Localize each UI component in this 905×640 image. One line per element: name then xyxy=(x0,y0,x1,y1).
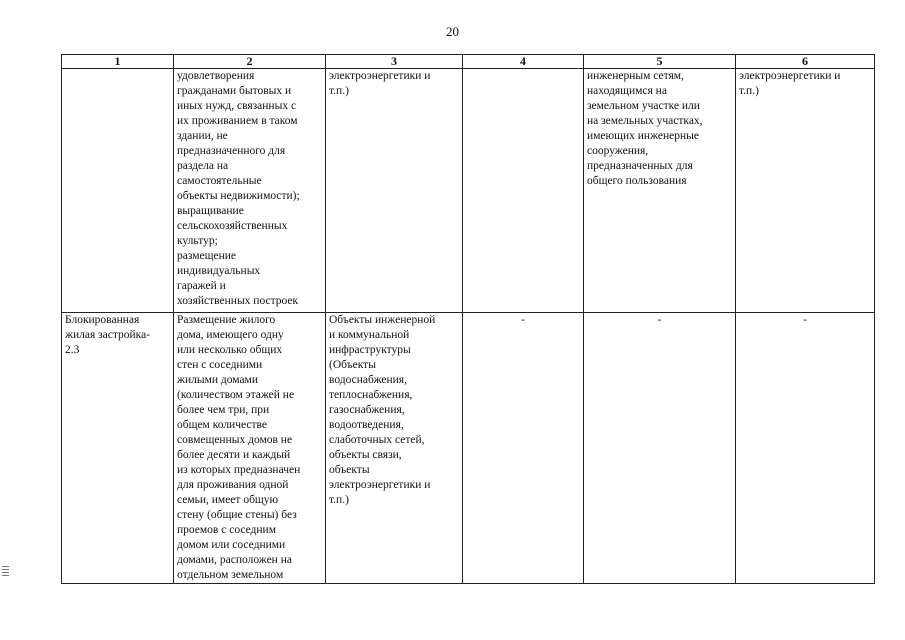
margin-scan-mark xyxy=(2,566,9,578)
table-cell xyxy=(174,69,326,313)
zoning-table xyxy=(61,54,875,584)
header-cell-6: 6 xyxy=(736,55,875,69)
table-cell xyxy=(174,313,326,584)
header-cell-4: 4 xyxy=(463,55,584,69)
table-cell xyxy=(463,69,584,313)
cell-text: - xyxy=(803,314,807,326)
page-number: 20 xyxy=(446,24,459,39)
header-cell-1: 1 xyxy=(62,55,174,69)
table-cell xyxy=(326,313,463,584)
table-cell xyxy=(584,69,736,313)
cell-text: электроэнергетики и т.п.) xyxy=(739,70,841,97)
table-cell xyxy=(736,69,875,313)
table-cell xyxy=(584,313,736,584)
table-row xyxy=(62,69,875,313)
header-cell-2: 2 xyxy=(174,55,326,69)
table-cell xyxy=(463,313,584,584)
cell-text: Объекты инженерной и коммунальной инфраструктуры (Объекты водоснабжения, теплоснабжения, газоснабжения, водоотведения, слаботочных сетей, объекты связи, объекты электроэнергетики и т.п.) xyxy=(329,314,436,506)
header-cell-3: 3 xyxy=(326,55,463,69)
table-cell xyxy=(62,69,174,313)
header-cell-5: 5 xyxy=(584,55,736,69)
cell-text: Блокированная жилая застройка- 2.3 xyxy=(65,314,151,356)
cell-text: - xyxy=(657,314,662,326)
cell-text: электроэнергетики и т.п.) xyxy=(329,70,431,97)
table-cell xyxy=(62,313,174,584)
table-header-row xyxy=(62,55,875,69)
cell-text: - xyxy=(521,314,525,326)
table-cell xyxy=(326,69,463,313)
cell-text: Размещение жилого дома, имеющего одну или несколько общих стен с соседними жилыми домами (количеством этажей не более чем три, при общем количестве совмещенных домов не более десяти и каждый из которых предназначен для проживания одной семьи, имеет общую стену (общие стены) без проемов с соседним домом или соседними домами, расположен на отдельном земельном xyxy=(177,314,301,581)
table-row xyxy=(62,313,875,584)
table-cell xyxy=(736,313,875,584)
cell-text: удовлетворения гражданами бытовых и иных нужд, связанных с их проживанием в таком здании, не предназначенного для раздела на самостоятельные объекты недвижимости); выращивание сельскохозяйственных культур; размещение индивидуальных гаражей и хозяйственных построек xyxy=(177,70,300,307)
cell-text: инженерным сетям, находящимся на земельном участке или на земельных участках, имеющих инженерные сооружения, предназначенных для общего пользования xyxy=(587,70,703,187)
